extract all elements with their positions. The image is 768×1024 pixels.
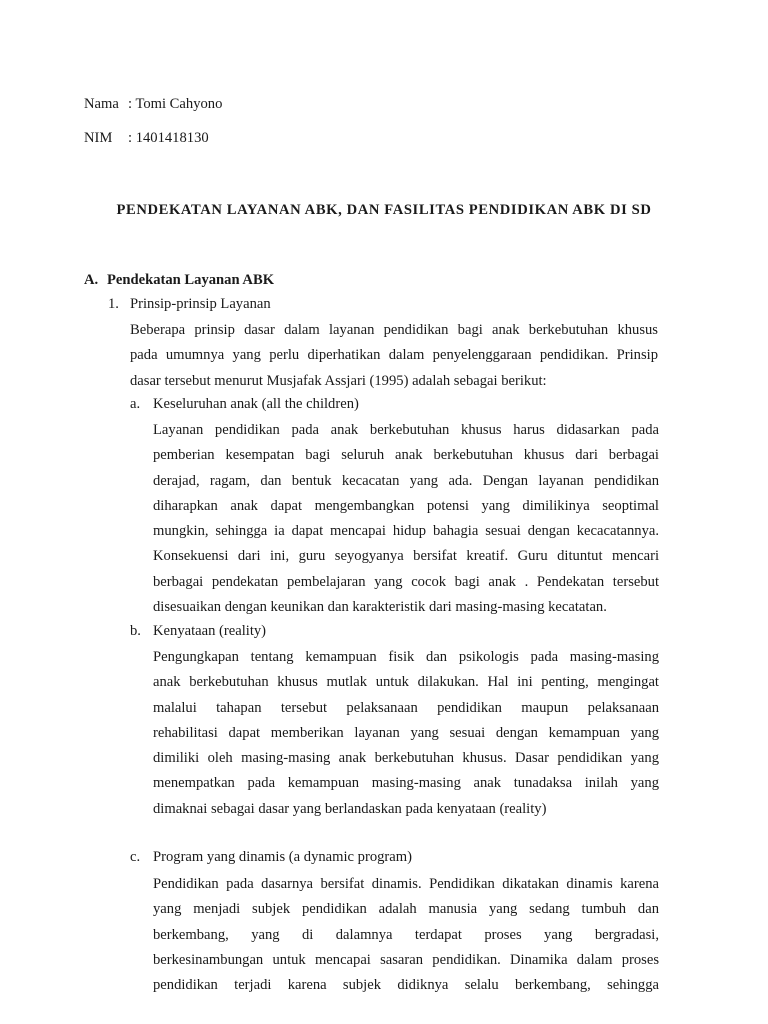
paragraph-line: Layanan pendidikan pada anak berkebutuhan khusus harus didasarkan pada bbox=[153, 422, 659, 438]
item-1-number: 1. bbox=[108, 296, 119, 312]
nama-value: : Tomi Cahyono bbox=[128, 96, 223, 112]
paragraph-line: dasar tersebut menurut Musjafak Assjari (1995) adalah sebagai berikut: bbox=[130, 372, 547, 389]
paragraph-line: Pengungkapan tentang kemampuan fisik dan psikologis pada masing-masing bbox=[153, 649, 659, 665]
paragraph-line: rehabilitasi dapat memberikan layanan yang sesuai dengan kemampuan yang bbox=[153, 724, 659, 741]
paragraph-line: diharapkan anak dapat mengembangkan potensi yang dimilikinya seoptimal bbox=[153, 497, 659, 514]
item-1-paragraph bbox=[130, 318, 658, 394]
nim-label: NIM bbox=[84, 130, 113, 146]
paragraph-line: anak berkebutuhan khusus mutlak untuk dilakukan. Hal ini penting, mengingat bbox=[153, 674, 659, 691]
document-title: PENDEKATAN LAYANAN ABK, DAN FASILITAS PENDIDIKAN ABK DI SD bbox=[116, 202, 652, 218]
paragraph-line: Pendidikan pada dasarnya bersifat dinamis. Pendidikan dikatakan dinamis karena bbox=[153, 876, 659, 892]
paragraph-line: pemberian kesempatan bagi seluruh anak berkebutuhan khusus dari berbagai bbox=[153, 447, 659, 464]
sub-b-heading: Kenyataan (reality) bbox=[153, 623, 267, 639]
sub-a-paragraph bbox=[153, 418, 659, 620]
section-a-letter: A. bbox=[84, 272, 99, 288]
paragraph-line: berkesinambungan untuk mencapai sasaran pendidikan. Dinamika dalam proses bbox=[153, 951, 659, 968]
nim-value: : 1401418130 bbox=[128, 130, 209, 146]
paragraph-line: pendidikan terjadi karena subjek didiknya selalu berkembang, sehingga bbox=[153, 977, 659, 994]
paragraph-line: disesuaikan dengan keunikan dan karakteristik dari masing-masing kecatatan. bbox=[153, 599, 607, 616]
sub-b-letter: b. bbox=[130, 623, 141, 639]
sub-b-paragraph bbox=[153, 645, 659, 822]
paragraph-line: pada umumnya yang perlu diperhatikan dalam penyelenggaraan pendidikan. Prinsip bbox=[130, 347, 658, 364]
sub-c-letter: c. bbox=[130, 849, 141, 865]
paragraph-line: yang menjadi subjek pendidikan adalah manusia yang sedang tumbuh dan bbox=[153, 901, 659, 918]
sub-a-letter: a. bbox=[130, 396, 141, 412]
paragraph-line: dimiliki oleh masing-masing anak berkebutuhan khusus. Dasar pendidikan yang bbox=[153, 750, 659, 767]
sub-c-heading: Program yang dinamis (a dynamic program) bbox=[153, 849, 412, 865]
paragraph-line: dimaknai sebagai dasar yang berlandaskan pada kenyataan (reality) bbox=[153, 800, 547, 817]
paragraph-line: derajad, ragam, dan bentuk kecacatan yang ada. Dengan layanan pendidikan bbox=[153, 472, 659, 489]
item-1-heading: Prinsip-prinsip Layanan bbox=[130, 296, 271, 312]
sub-c-paragraph bbox=[153, 872, 659, 998]
paragraph-line: berbagai pendekatan pembelajaran yang cocok bagi anak . Pendekatan tersebut bbox=[153, 573, 659, 590]
nama-label: Nama bbox=[84, 96, 119, 112]
section-a-heading: Pendekatan Layanan ABK bbox=[107, 272, 275, 288]
paragraph-line: menempatkan pada kemampuan masing-masing anak tunadaksa inilah yang bbox=[153, 775, 659, 792]
paragraph-line: mungkin, sehingga ia dapat mencapai hidup bahagia sesuai dengan kecacatannya. bbox=[153, 523, 659, 540]
paragraph-line: Konsekuensi dari ini, guru seyogyanya bersifat kreatif. Guru dituntut mencari bbox=[153, 548, 659, 565]
paragraph-line: berkembang, yang di dalamnya terdapat proses yang bergradasi, bbox=[153, 926, 659, 943]
sub-a-heading: Keseluruhan anak (all the children) bbox=[153, 396, 359, 412]
paragraph-line: malalui tahapan tersebut pelaksanaan pendidikan maupun pelaksanaan bbox=[153, 699, 659, 716]
paragraph-line: Beberapa prinsip dasar dalam layanan pendidikan bagi anak berkebutuhan khusus bbox=[130, 322, 658, 338]
